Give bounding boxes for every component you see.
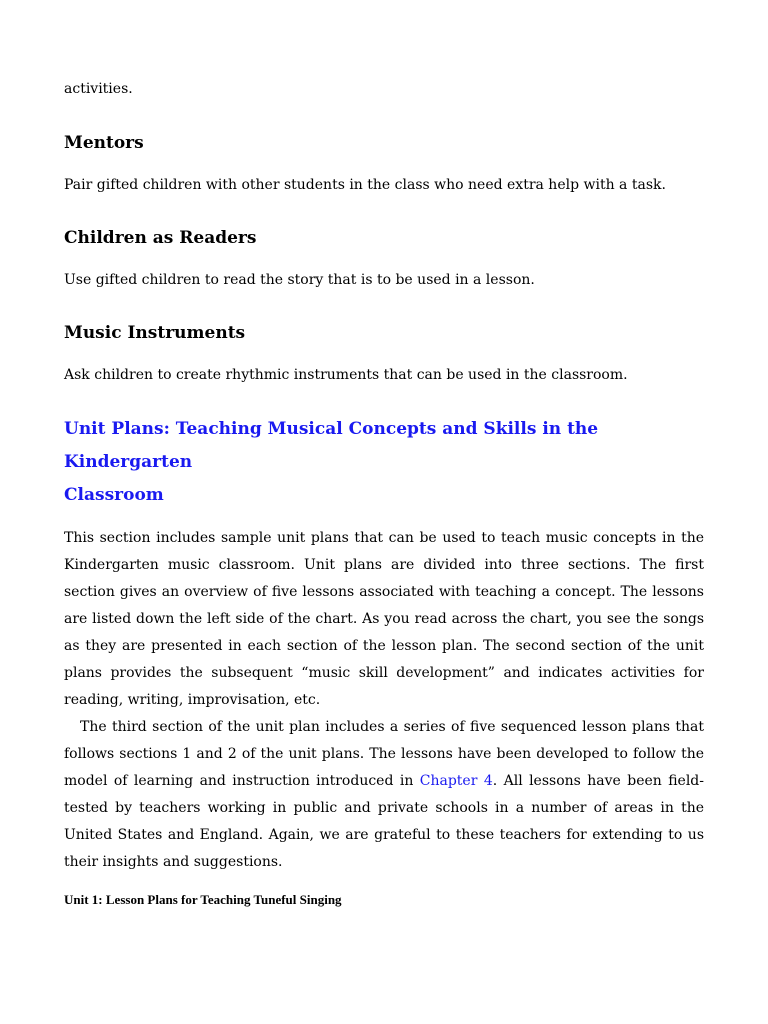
section-heading: Music Instruments (64, 323, 246, 343)
section-children-as-readers (64, 226, 704, 294)
intro-paragraph: This section includes sample unit plans that can be used to teach music concepts in the Kindergarten music classroom. Unit plans are divided into three sections. The first section gives an overview of five lessons associated with teaching a concept. The lessons are listed down the left side of the chart. As you read across the chart, you see the songs as they are presented in each section of the lesson plan. The second section of the unit plans provides the subsequent “music skill development” and indicates activities for reading, writing, improvisation, etc. (64, 530, 704, 708)
third-section-paragraph (64, 714, 704, 876)
unit-1-subheading: Unit 1: Lesson Plans for Teaching Tuneful Singing (64, 892, 342, 907)
chapter-4-link[interactable]: Chapter 4 (419, 773, 493, 789)
continuation-text: activities. (64, 81, 133, 97)
section-heading: Mentors (64, 133, 144, 153)
section-text: Pair gifted children with other students in the class who need extra help with a task. (64, 177, 666, 193)
section-text: Use gifted children to read the story that is to be used in a lesson. (64, 272, 535, 288)
paragraph-text-before-link: The third section of the unit plan includes a series of five sequenced lesson plans that follows sections 1 and 2 of the unit plans. The lessons have been developed to follow the model of learning and instruction introduced in (64, 719, 704, 789)
paragraph-text-after-link: . All lessons have been field-tested by teachers working in public and private schools in a number of areas in the United States and England. Again, we are grateful to these teachers for extending to us their insights and suggestions. (64, 773, 704, 870)
document-content (64, 76, 704, 910)
section-heading: Children as Readers (64, 228, 257, 248)
unit-plans-heading (64, 413, 704, 512)
unit-plans-heading-line2: Classroom (64, 485, 164, 505)
section-music-instruments (64, 321, 704, 389)
section-text: Ask children to create rhythmic instruments that can be used in the classroom. (64, 367, 628, 383)
unit-plans-heading-line1: Unit Plans: Teaching Musical Concepts and Skills in the Kindergarten (64, 419, 599, 472)
section-mentors (64, 131, 704, 199)
